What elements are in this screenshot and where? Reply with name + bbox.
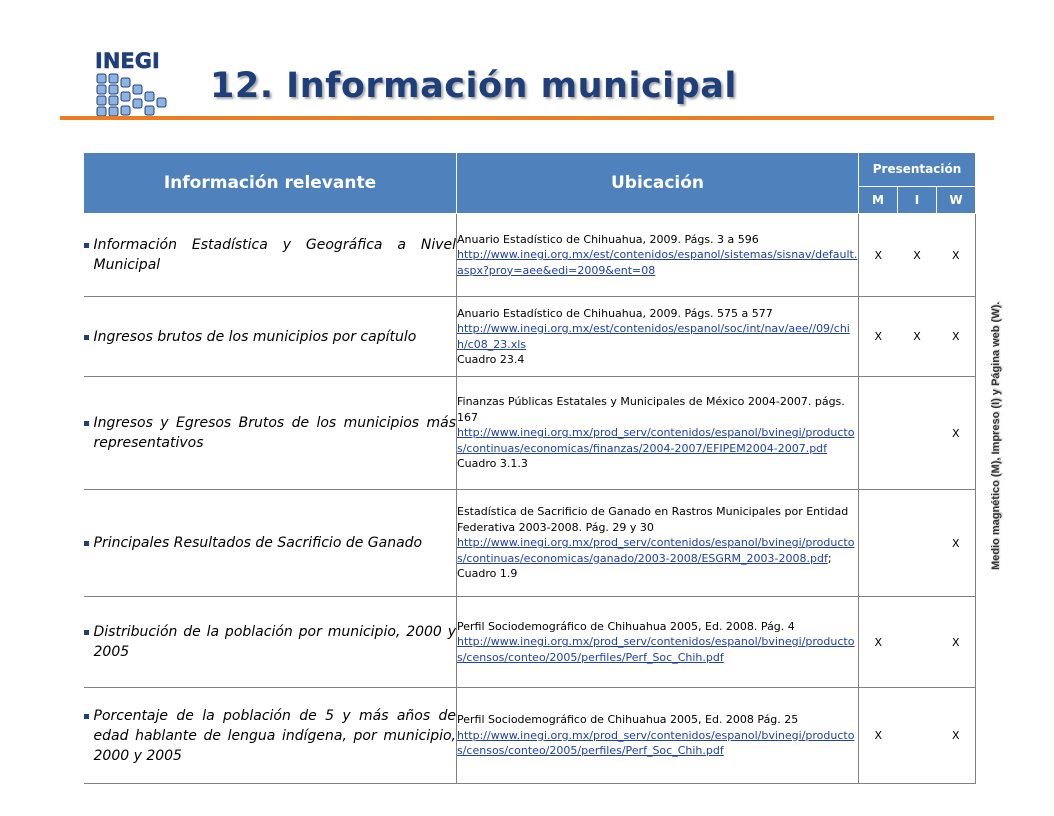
cell-m: X xyxy=(859,597,898,688)
info-text: Distribución de la población por municipio, 2000 y 2005 xyxy=(93,624,456,660)
source-suffix: Cuadro 23.4 xyxy=(457,353,525,366)
source-text: Perfil Sociodemográfico de Chihuahua 2005, Ed. 2008 Pág. 25 xyxy=(457,713,799,727)
cell-i xyxy=(898,490,937,597)
cell-w: X xyxy=(937,597,976,688)
source-link[interactable]: http://www.inegi.org.mx/prod_serv/contenidos/espanol/bvinegi/productos/censos/conteo/2005/perfiles/Perf_Soc_Chih.pdf xyxy=(457,728,855,758)
table-row xyxy=(84,597,976,688)
cell-w: X xyxy=(937,688,976,784)
info-text: Ingresos y Egresos Brutos de los municipios más representativos xyxy=(93,415,456,451)
source-text: Anuario Estadístico de Chihuahua, 2009. Págs. 575 a 577 xyxy=(457,306,773,320)
bullet-icon xyxy=(84,421,89,426)
info-text: Porcentaje de la población de 5 y más años de edad hablante de lengua indígena, por municipio, 2000 y 2005 xyxy=(93,707,456,764)
header-w: W xyxy=(937,186,976,213)
header-m: M xyxy=(859,186,898,213)
inegi-logo xyxy=(93,48,171,126)
cell-w: X xyxy=(937,214,976,297)
info-text: Información Estadística y Geográfica a Nivel Municipal xyxy=(93,237,456,273)
bullet-icon xyxy=(84,714,89,719)
source-suffix: ; Cuadro 1.9 xyxy=(457,551,832,581)
cell-i xyxy=(898,377,937,490)
cell-m xyxy=(859,490,898,597)
info-item xyxy=(84,706,457,766)
source-text: Anuario Estadístico de Chihuahua, 2009. Págs. 3 a 596 xyxy=(457,232,759,246)
source-link[interactable]: http://www.inegi.org.mx/est/contenidos/espanol/sistemas/sisnav/default.aspx?proy=aee&edi=2009&ent=08 xyxy=(457,248,858,277)
table-row xyxy=(84,214,976,297)
source-link[interactable]: http://www.inegi.org.mx/prod_serv/contenidos/espanol/bvinegi/productos/continuas/economicas/finanzas/2004-2007/EFIPEM2004-2007.pdf xyxy=(457,426,855,455)
table-row xyxy=(84,377,976,490)
header-rule xyxy=(60,116,994,120)
cell-w: X xyxy=(937,377,976,490)
table-row xyxy=(84,297,976,377)
source-suffix: Cuadro 3.1.3 xyxy=(457,457,528,471)
header-presentacion: Presentación xyxy=(859,153,976,187)
source-link[interactable]: http://www.inegi.org.mx/est/contenidos/espanol/soc/int/nav/aee//09/chih/c08_23.xls xyxy=(457,322,850,351)
info-text: Ingresos brutos de los municipios por capítulo xyxy=(93,328,417,345)
info-item xyxy=(84,235,457,275)
cell-m: X xyxy=(859,214,898,297)
source-text: Finanzas Públicas Estatales y Municipales de México 2004-2007. págs. 167 xyxy=(457,395,845,424)
source-link[interactable]: http://www.inegi.org.mx/prod_serv/contenidos/espanol/bvinegi/productos/censos/conteo/2005/perfiles/Perf_Soc_Chih.pdf xyxy=(457,635,855,664)
header-ubicacion: Ubicación xyxy=(457,153,859,214)
cell-i xyxy=(898,597,937,688)
bullet-icon xyxy=(84,541,89,546)
bullet-icon xyxy=(84,243,89,248)
bullet-icon xyxy=(84,630,89,635)
cell-m: X xyxy=(859,297,898,377)
source-text: Estadística de Sacrificio de Ganado en Rastros Municipales por Entidad Federativa 2003-2008. Pág. 29 y 30 xyxy=(457,505,849,534)
info-item xyxy=(84,533,457,553)
header-informacion: Información relevante xyxy=(84,153,457,214)
side-note: Medio magnético (M), Impreso (I) y Página web (W). xyxy=(990,301,1002,570)
info-table xyxy=(83,152,976,784)
cell-w: X xyxy=(937,297,976,377)
header-i: I xyxy=(898,186,937,213)
source-text: Perfil Sociodemográfico de Chihuahua 2005, Ed. 2008. Pág. 4 xyxy=(457,619,795,633)
cell-i: X xyxy=(898,297,937,377)
cell-i xyxy=(898,688,937,784)
cell-m: X xyxy=(859,688,898,784)
info-item xyxy=(84,327,457,347)
bullet-icon xyxy=(84,335,89,340)
info-item xyxy=(84,622,457,662)
cell-w: X xyxy=(937,490,976,597)
table-row xyxy=(84,490,976,597)
cell-m xyxy=(859,377,898,490)
source-link[interactable]: http://www.inegi.org.mx/prod_serv/contenidos/espanol/bvinegi/productos/continuas/economicas/ganado/2003-2008/ESGRM_2003-2008.pdf xyxy=(457,536,855,565)
table-row xyxy=(84,688,976,784)
info-text: Principales Resultados de Sacrificio de Ganado xyxy=(93,535,423,551)
logo-text: INEGI xyxy=(95,49,160,73)
page-title: 12. Información municipal xyxy=(210,66,737,106)
cell-i: X xyxy=(898,214,937,297)
info-item xyxy=(84,413,457,453)
